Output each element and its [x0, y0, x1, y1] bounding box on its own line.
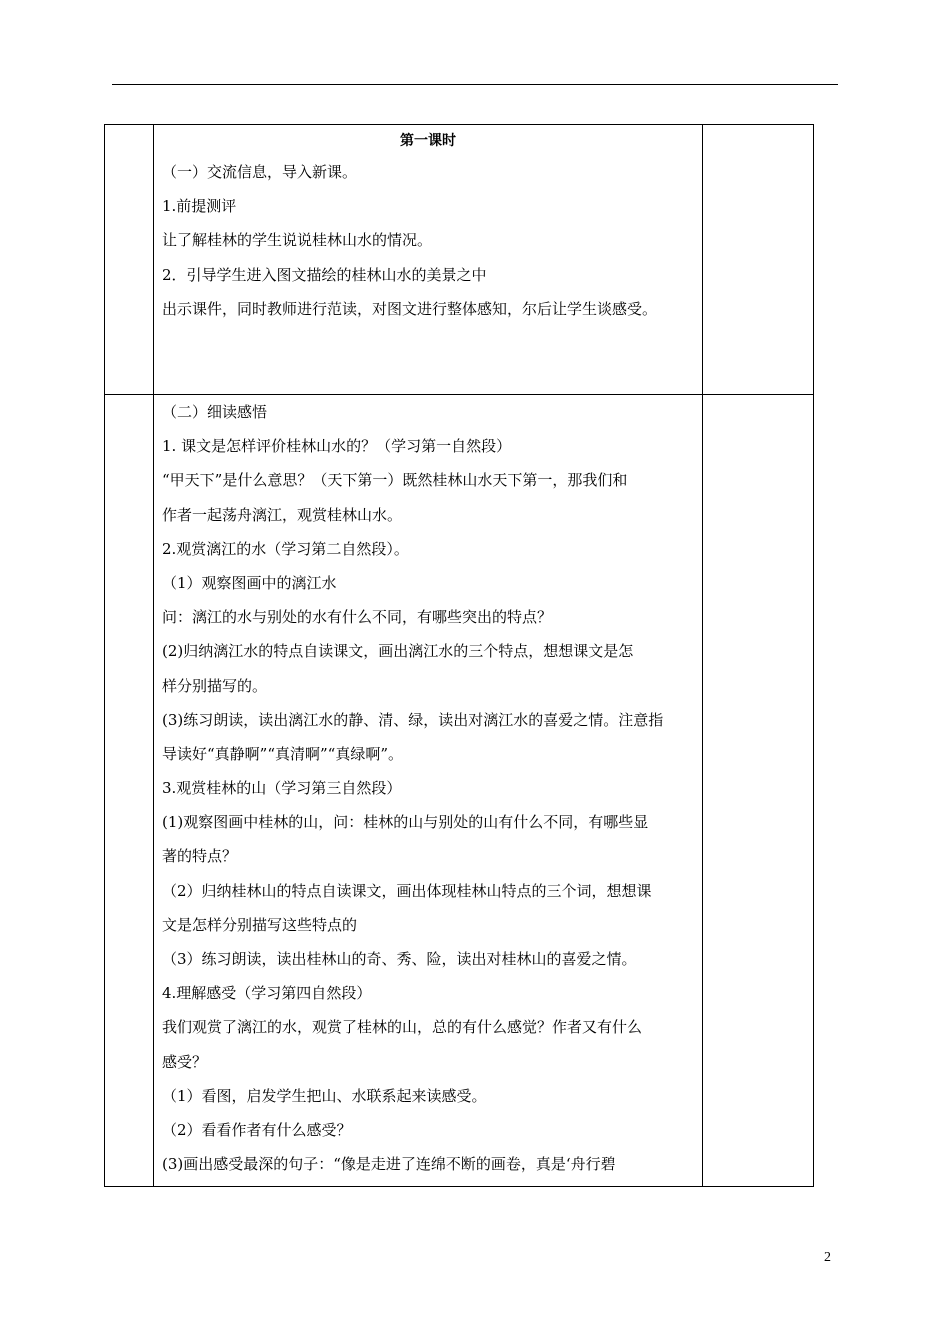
table-row-close-reading — [105, 395, 814, 1187]
text-line: （二）细读感悟 — [162, 403, 268, 421]
left-column-cell — [105, 395, 154, 1187]
text-line: 文是怎样分别描写这些特点的 — [162, 915, 358, 934]
text-line: (3)练习朗读，读出漓江水的静、清、绿，读出对漓江水的喜爱之情。注意指 — [162, 710, 664, 729]
header-rule — [112, 84, 838, 85]
text-line: 著的特点？ — [162, 847, 238, 866]
text-line: (3)画出感受最深的句子：“像是走进了连绵不断的画卷，真是‘舟行碧 — [162, 1155, 616, 1174]
text-line: 1.前提测评 — [162, 197, 237, 216]
text-line: 出示课件，同时教师进行范读，对图文进行整体感知，尔后让学生谈感受。 — [162, 299, 658, 318]
text-line: 样分别描写的。 — [162, 676, 268, 695]
text-line: （1）看图，启发学生把山、水联系起来读感受。 — [162, 1086, 487, 1105]
text-line: （一）交流信息，导入新课。 — [162, 163, 358, 181]
content-cell-lesson-one — [154, 125, 703, 395]
section-title: 第一课时 — [400, 133, 456, 149]
left-column-cell — [105, 125, 154, 395]
text-line: 让了解桂林的学生说说桂林山水的情况。 — [162, 231, 433, 250]
text-line: 感受？ — [162, 1052, 208, 1071]
right-column-cell — [703, 395, 814, 1187]
text-line: (2)归纳漓江水的特点自读课文，画出漓江水的三个特点，想想课文是怎 — [162, 642, 634, 661]
text-line: 3.观赏桂林的山（学习第三自然段） — [162, 779, 402, 798]
text-line: 我们观赏了漓江的水，观赏了桂林的山，总的有什么感觉？作者又有什么 — [162, 1018, 643, 1037]
text-line: 作者一起荡舟漓江，观赏桂林山水。 — [162, 505, 403, 524]
content-cell-close-reading — [154, 395, 703, 1187]
page-number: 2 — [824, 1250, 831, 1265]
text-line: （1）观察图画中的漓江水 — [162, 573, 337, 592]
table-row-lesson-one — [105, 125, 814, 395]
text-line: 2.观赏漓江的水（学习第二自然段）。 — [162, 539, 409, 558]
text-line: 1. 课文是怎样评价桂林山水的？（学习第一自然段） — [162, 437, 512, 456]
right-column-cell — [703, 125, 814, 395]
text-line: (1)观察图画中桂林的山，问：桂林的山与别处的山有什么不同，有哪些显 — [162, 813, 649, 832]
text-line: 2．引导学生进入图文描绘的桂林山水的美景之中 — [162, 265, 487, 284]
lesson-plan-table — [104, 124, 814, 1187]
text-line: （3）练习朗读，读出桂林山的奇、秀、险，读出对桂林山的喜爱之情。 — [162, 950, 637, 968]
text-line: （2）归纳桂林山的特点自读课文，画出体现桂林山特点的三个词，想想课 — [162, 881, 652, 900]
text-line: “甲天下”是什么意思？（天下第一）既然桂林山水天下第一，那我们和 — [162, 471, 628, 490]
text-line: （2）看看作者有什么感受？ — [162, 1120, 352, 1139]
text-line: 问：漓江的水与别处的水有什么不同，有哪些突出的特点？ — [162, 608, 553, 627]
text-line: 导读好“真静啊”“真清啊”“真绿啊”。 — [162, 744, 404, 763]
text-line: 4.理解感受（学习第四自然段） — [162, 984, 372, 1003]
